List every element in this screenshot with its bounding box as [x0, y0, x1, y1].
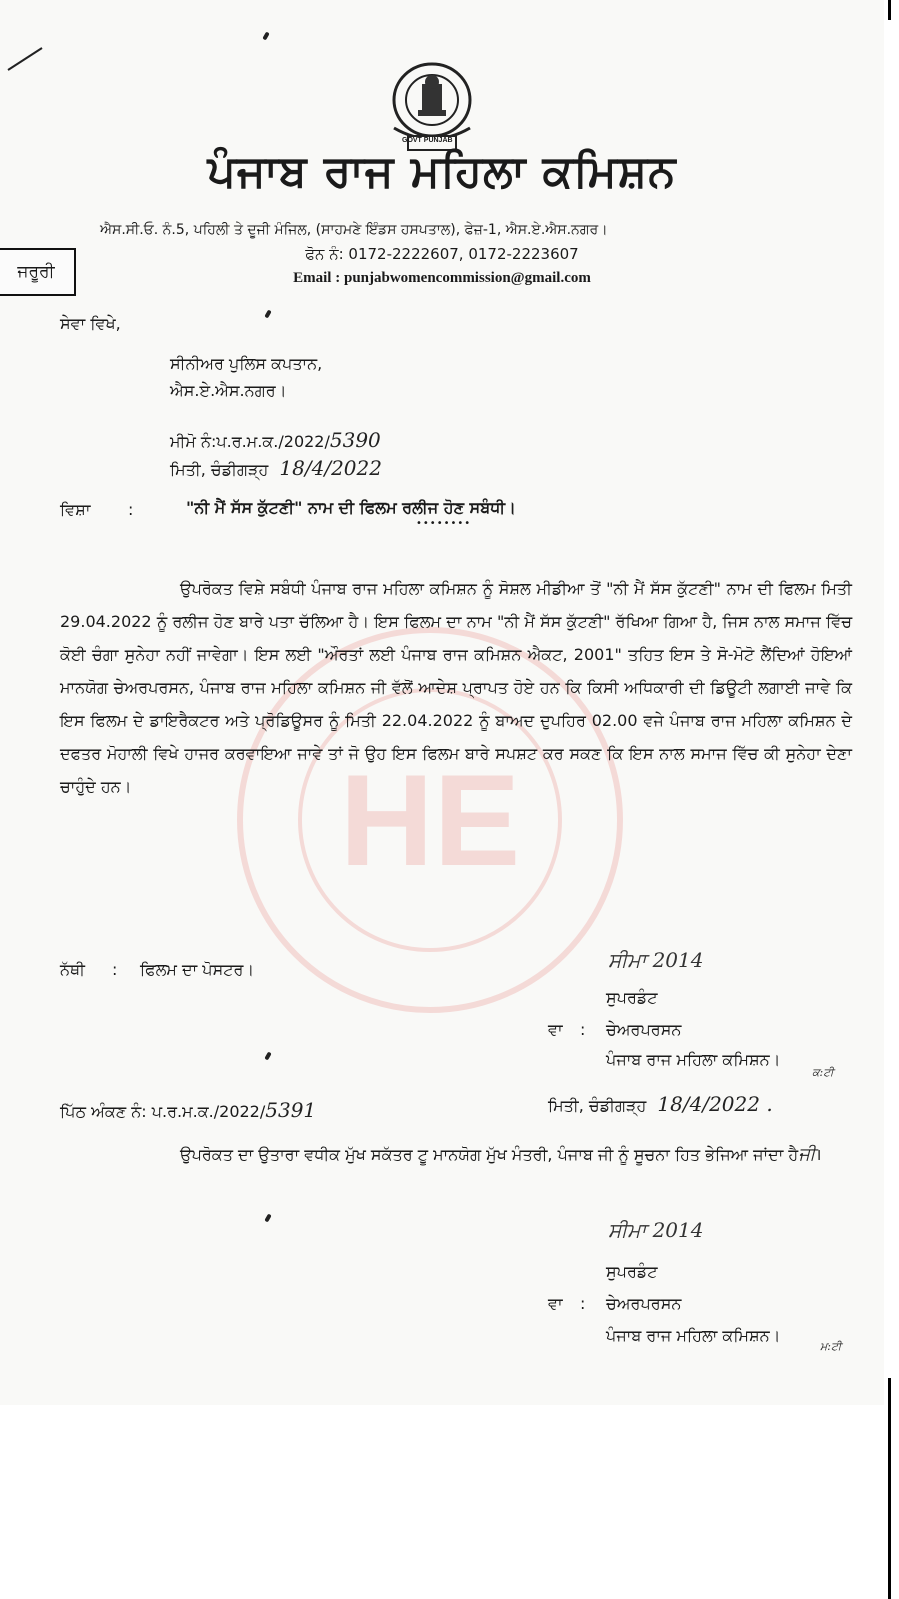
body-paragraph: ਉਪਰੋਕਤ ਵਿਸ਼ੇ ਸਬੰਧੀ ਪੰਜਾਬ ਰਾਜ ਮਹਿਲਾ ਕਮਿਸ਼ਨ ਨੂੰ ਸੋਸ਼ਲ ਮੀਡੀਆ ਤੋਂ "ਨੀ ਮੈਂ ਸੱਸ ਕੁੱਟਣੀ" ਨਾਮ ਦੀ ਫਿਲਮ ਮਿਤੀ 29.04.2022 ਨੂੰ ਰਲੀਜ ਹੋਣ ਬਾਰੇ ਪਤਾ ਚੱਲਿਆ ਹੈ। ਇਸ ਫਿਲਮ ਦਾ ਨਾਮ "ਨੀ ਮੈਂ ਸੱਸ ਕੁੱਟਣੀ" ਰੱਖਿਆ ਗਿਆ ਹੈ, ਜਿਸ ਨਾਲ ਸਮਾਜ ਵਿੱਚ ਕੋਈ ਚੰਗਾ ਸੁਨੇਹਾ ਨਹੀਂ ਜਾਵੇਗਾ। ਇਸ ਲਈ "ਔਰਤਾਂ ਲਈ ਪੰਜਾਬ ਰਾਜ ਕਮਿਸ਼ਨ ਐਕਟ, 2001" ਤਹਿਤ ਇਸ ਤੇ ਸੋ-ਮੋਟੋ ਲੈਂਦਿਆਂ ਹੋਇਆਂ ਮਾਨਯੋਗ ਚੇਅਰਪਰਸਨ, ਪੰਜਾਬ ਰਾਜ ਮਹਿਲਾ ਕਮਿਸ਼ਨ ਜੀ ਵੱਲੋਂ ਆਦੇਸ਼ ਪ੍ਰਾਪਤ ਹੋਏ ਹਨ ਕਿ ਕਿਸੀ ਅਧਿਕਾਰੀ ਦੀ ਡਿਊਟੀ ਲਗਾਈ ਜਾਵੇ ਕਿ ਇਸ ਫਿਲਮ ਦੇ ਡਾਇਰੈਕਟਰ ਅਤੇ ਪ੍ਰੋਡਿਊਸਰ ਨੂੰ ਮਿਤੀ 22.04.2022 ਨੂੰ ਬਾਅਦ ਦੁਪਹਿਰ 02.00 ਵਜੇ ਪੰਜਾਬ ਰਾਜ ਮਹਿਲਾ ਕਮਿਸ਼ਨ ਦੇ ਦਫਤਰ ਮੋਹਾਲੀ ਵਿਖੇ ਹਾਜਰ ਕਰਵਾਇਆ ਜਾਵੇ ਤਾਂ ਜੋ ਉਹ ਇਸ ਫਿਲਮ ਬਾਰੇ ਸਪਸ਼ਟ ਕਰ ਸਕਣ ਕਿ ਇਸ ਨਾਲ ਸਮਾਜ ਵਿੱਚ ਕੀ ਸੁਨੇਹਾ ਦੇਣਾ ਚਾਹੁੰਦੇ ਹਨ। [60, 579, 852, 796]
endorsement-body: ਉਪਰੋਕਤ ਦਾ ਉਤਾਰਾ ਵਧੀਕ ਮੁੱਖ ਸਕੱਤਰ ਟੂ ਮਾਨਯੋਗ ਮੁੱਖ ਮੰਤਰੀ, ਪੰਜਾਬ ਜੀ ਨੂੰ ਸੂਚਨਾ ਹਿਤ ਭੇਜਿਆ ਜਾਂਦਾ ਹੈ [180, 1145, 799, 1164]
signature-colon: : [580, 1020, 586, 1039]
subject-label: ਵਿਸ਼ਾ [60, 500, 91, 519]
urgent-box: ਜਰੂਰੀ [0, 248, 76, 296]
letterhead-title: ਪੰਜਾਬ ਰਾਜ ਮਹਿਲਾ ਕਮਿਸ਼ਨ [207, 146, 677, 197]
endorsement-label: ਪਿੱਠ ਅੰਕਣ ਨੰ: ਪ.ਰ.ਮ.ਕ./2022/ [60, 1102, 266, 1121]
subject-colon: : [128, 500, 134, 519]
endorsement-end: । [815, 1145, 822, 1164]
memo-number: 5390 [329, 428, 381, 452]
signature-note: ਕ:ਟੀ [812, 1066, 834, 1079]
endorsement-number: 5391 [265, 1098, 317, 1122]
subject-separator: •••••••• [416, 518, 472, 529]
enclosure-label: ਨੱਥੀ [60, 960, 85, 979]
stray-mark [262, 32, 269, 41]
stray-mark [264, 1052, 271, 1061]
stray-mark [264, 1214, 271, 1223]
endorsement-date-label: ਮਿਤੀ, ਚੰਡੀਗੜ੍ਹ [548, 1096, 647, 1115]
signature2-org: ਪੰਜਾਬ ਰਾਜ ਮਹਿਲਾ ਕਮਿਸ਼ਨ। [606, 1326, 781, 1345]
letterhead-email: Email : punjabwomencommission@gmail.com [293, 270, 591, 286]
recipient-line2: ਐਸ.ਏ.ਐਸ.ਨਗਰ। [170, 381, 287, 400]
salutation: ਸੇਵਾ ਵਿਖੇ, [60, 314, 121, 333]
endorsement-date-line [548, 1092, 773, 1116]
signature2-initials: ਸੀਮਾ 2014 [608, 1218, 704, 1242]
signature2-colon: : [580, 1294, 586, 1313]
signature-title: ਸੁਪਰਡੰਟ [606, 988, 658, 1007]
endorsement-hand-addition: ਜੀ [798, 1144, 816, 1165]
endorsement-line [60, 1098, 316, 1122]
endorsement-date: 18/4/2022 . [657, 1092, 773, 1116]
signature-role: ਚੇਅਰਪਰਸਨ [606, 1020, 682, 1039]
signature2-for-label: ਵਾ [548, 1294, 563, 1313]
pen-stroke-mark [6, 44, 46, 74]
letter-body [60, 572, 852, 803]
signature2-role: ਚੇਅਰਪਰਸਨ [606, 1294, 682, 1313]
letterhead-address: ਐਸ.ਸੀ.ਓ. ਨੰ.5, ਪਹਿਲੀ ਤੇ ਦੂਜੀ ਮੰਜਿਲ, (ਸਾਹਮਣੇ ਇੰਡਸ ਹਸਪਤਾਲ), ਫੇਜ਼-1, ਐਸ.ਏ.ਐਸ.ਨਗਰ। [100, 222, 608, 238]
recipient-line1: ਸੀਨੀਅਰ ਪੁਲਿਸ ਕਪਤਾਨ, [170, 354, 323, 373]
memo-label: ਮੀਮੋ ਨੰ:ਪ.ਰ.ਮ.ਕ./2022/ [170, 432, 330, 451]
signature-for-label: ਵਾ [548, 1020, 563, 1039]
signature-initials: ਸੀਮਾ 2014 [608, 948, 704, 972]
endorsement-text [60, 1138, 852, 1171]
signature2-title: ਸੁਪਰਡੰਟ [606, 1262, 658, 1281]
subject-text: "ਨੀ ਮੈਂ ਸੱਸ ਕੁੱਟਣੀ" ਨਾਮ ਦੀ ਫਿਲਮ ਰਲੀਜ ਹੋਣ ਸਬੰਧੀ। [186, 498, 516, 517]
letterhead-phone: ਫੋਨ ਨੰ: 0172-2222607, 0172-2223607 [305, 245, 579, 263]
signature-org: ਪੰਜਾਬ ਰਾਜ ਮਹਿਲਾ ਕਮਿਸ਼ਨ। [606, 1050, 781, 1069]
memo-line [170, 428, 381, 452]
svg-text:HE: HE [339, 747, 521, 893]
memo-date-label: ਮਿਤੀ, ਚੰਡੀਗੜ੍ਹ [170, 460, 269, 479]
memo-date-line [170, 456, 382, 480]
enclosure-colon: : [112, 960, 118, 979]
stray-mark [264, 310, 271, 319]
memo-date: 18/4/2022 [279, 456, 382, 480]
signature2-note: ਮ:ਟੀ [820, 1340, 842, 1353]
emblem-caption: GOVT PUNJAB [402, 137, 453, 144]
edge-line-top [888, 0, 891, 20]
enclosure-text: ਫਿਲਮ ਦਾ ਪੋਸਟਰ। [140, 960, 255, 979]
edge-line-bottom [888, 1378, 891, 1599]
